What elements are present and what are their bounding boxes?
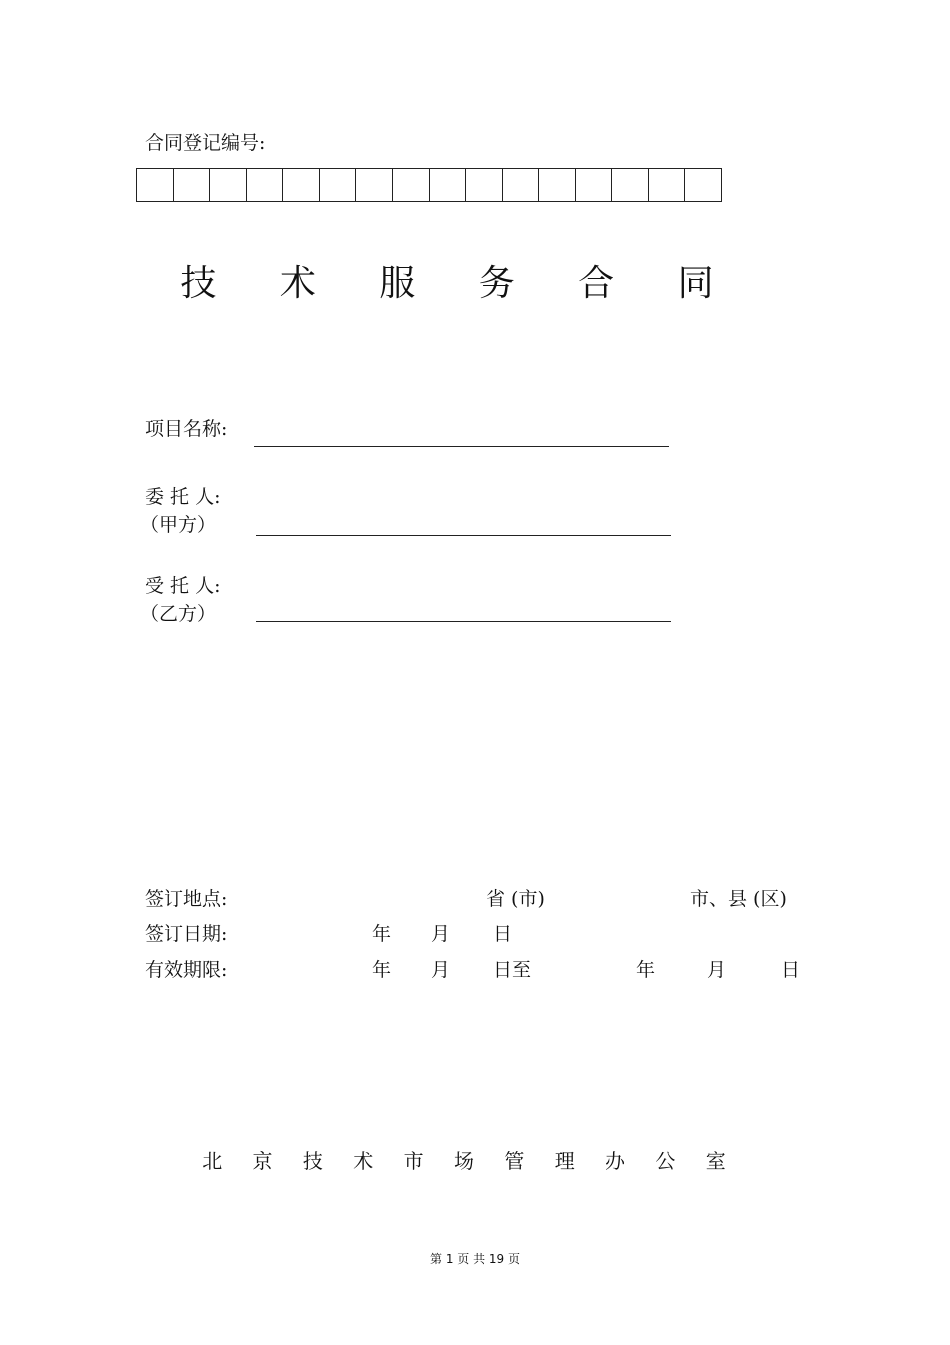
registration-digit-box[interactable] bbox=[247, 169, 284, 201]
province-city-text: 省 (市) bbox=[486, 888, 545, 910]
registration-digit-box[interactable] bbox=[137, 169, 174, 201]
registration-digit-box[interactable] bbox=[685, 169, 721, 201]
validity-end-month-text: 月 bbox=[707, 959, 727, 981]
registration-digit-box[interactable] bbox=[356, 169, 393, 201]
page-number: 第 1 页 共 19 页 bbox=[430, 1252, 520, 1266]
registration-digit-box[interactable] bbox=[612, 169, 649, 201]
contractor-sub-label: （乙方） bbox=[140, 603, 217, 625]
registration-digit-box[interactable] bbox=[649, 169, 686, 201]
registration-label: 合同登记编号: bbox=[145, 132, 266, 154]
registration-digit-box[interactable] bbox=[283, 169, 320, 201]
signing-year-text: 年 bbox=[372, 923, 392, 945]
issuing-office: 北 京 技 术 市 场 管 理 办 公 室 bbox=[202, 1149, 738, 1173]
validity-end-year-text: 年 bbox=[636, 959, 656, 981]
client-label: 委 托 人: bbox=[145, 486, 221, 508]
signing-place-label: 签订地点: bbox=[145, 888, 228, 910]
registration-digit-box[interactable] bbox=[503, 169, 540, 201]
project-name-label: 项目名称: bbox=[145, 418, 228, 440]
project-name-line[interactable] bbox=[254, 446, 669, 447]
validity-start-month-text: 月 bbox=[431, 959, 451, 981]
registration-number-boxes[interactable] bbox=[136, 168, 722, 202]
contractor-line[interactable] bbox=[256, 621, 671, 622]
registration-digit-box[interactable] bbox=[320, 169, 357, 201]
registration-digit-box[interactable] bbox=[174, 169, 211, 201]
signing-date-label: 签订日期: bbox=[145, 923, 228, 945]
validity-start-day-to-text: 日至 bbox=[493, 959, 532, 981]
signing-month-text: 月 bbox=[431, 923, 451, 945]
validity-end-day-text: 日 bbox=[781, 959, 801, 981]
registration-digit-box[interactable] bbox=[539, 169, 576, 201]
validity-label: 有效期限: bbox=[145, 959, 228, 981]
client-line[interactable] bbox=[256, 535, 671, 536]
registration-digit-box[interactable] bbox=[393, 169, 430, 201]
registration-digit-box[interactable] bbox=[430, 169, 467, 201]
registration-digit-box[interactable] bbox=[210, 169, 247, 201]
registration-digit-box[interactable] bbox=[576, 169, 613, 201]
city-county-district-text: 市、县 (区) bbox=[690, 888, 787, 910]
contractor-label: 受 托 人: bbox=[145, 575, 221, 597]
registration-digit-box[interactable] bbox=[466, 169, 503, 201]
signing-day-text: 日 bbox=[493, 923, 513, 945]
client-sub-label: （甲方） bbox=[140, 514, 217, 536]
validity-start-year-text: 年 bbox=[372, 959, 392, 981]
contract-title: 技 术 服 务 合 同 bbox=[180, 263, 740, 304]
